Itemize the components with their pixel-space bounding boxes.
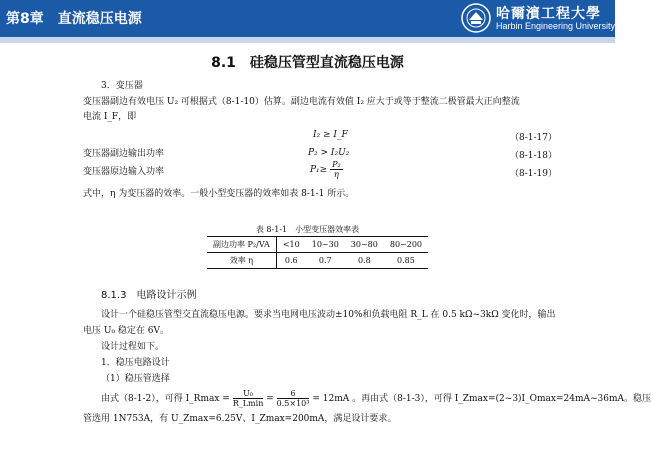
paragraph-line: 管选用 1N753A，有 U_Zmax=6.25V、I_Zmax=200mA，满足设计要求。 [83,414,397,424]
calculation-line [101,389,651,409]
efficiency-table [207,236,428,269]
fraction-numerator: 6 [277,389,310,399]
header-divider [0,37,615,43]
table-cell: 副边功率 P₂/VA [207,237,276,253]
equation-number: （8-1-17） [510,133,557,143]
paragraph-line: 设计过程如下。 [101,342,165,352]
university-logo [460,2,616,35]
table-cell: 30~80 [345,237,384,253]
calc-text: = 12mA 。再由式（8-1-3），可得 I_Zmax=(2~3)I_Omax=24mA~36mA。稳压 [312,394,651,404]
chapter-title: 第8章 直流稳压电源 [6,11,142,27]
step-subheading: （1）稳压管选择 [101,374,170,384]
logo-chinese-name: 哈爾濱工程大學 [496,6,601,22]
header-bar [0,0,615,37]
paragraph-line: 设计一个硅稳压管型交直流稳压电源。要求当电网电压波动±10%和负载电阻 R_L 在 0.5 kΩ~3kΩ 变化时，输出 [101,310,556,320]
fraction-numerator: U₀ [233,389,264,399]
page-title: 8.1 硅稳压管型直流稳压电源 [211,55,404,71]
fraction-denominator: 0.5×10³ [276,399,310,408]
calc-text: 由式（8-1-2），可得 I_Rmax = [101,394,230,404]
paragraph-line: 式中，η 为变压器的效率。一般小型变压器的效率如表 8-1-1 所示。 [83,189,355,199]
equation-8-1-17: I₂ ≥ I_F [313,130,348,140]
table-cell: 效率 η [207,253,276,269]
paragraph-line: 电压 U₀ 稳定在 6V。 [83,326,170,336]
equation-number: （8-1-19） [510,169,557,179]
table-cell: 0.6 [276,253,305,269]
fraction [330,160,343,179]
subsection-heading: 8.1.3 电路设计示例 [101,290,197,301]
equation-lhs: P₁≥ [310,165,328,175]
table-cell: 0.85 [384,253,428,269]
fraction-numerator: P₂ [332,160,341,169]
equation-8-1-19 [310,160,343,179]
table-cell: 0.8 [345,253,384,269]
table-caption: 表 8-1-1 小型变压器效率表 [255,225,360,234]
equation-number: （8-1-18） [510,151,557,161]
paragraph-line: 变压器副边有效电压 U₂ 可根据式（8-1-10）估算。副边电流有效值 I₂ 应大于或等于整流二极管最大正向整流 [83,97,520,107]
table-row [207,253,428,269]
equation-label: 变压器副边输出功率 [83,149,165,159]
table-row [207,237,428,253]
table-cell: 10~30 [306,237,345,253]
calc-text: = [266,394,274,404]
university-emblem-icon [460,2,492,34]
fraction-denominator: R_Lmin [232,399,264,408]
fraction-denominator: η [333,170,339,179]
paragraph-line: 电流 I_F，即 [83,112,137,122]
table-cell: 0.7 [306,253,345,269]
fraction [277,389,310,408]
equation-label: 变压器原边输入功率 [83,167,165,177]
fraction [233,389,264,408]
section-heading: 3．变压器 [101,81,143,91]
logo-english-name: Harbin Engineering University [496,21,616,31]
step-heading: 1．稳压电路设计 [101,358,170,368]
table-cell: 80~200 [384,237,428,253]
equation-8-1-18: P₂ > I₂U₂ [308,148,350,158]
table-cell: <10 [276,237,305,253]
